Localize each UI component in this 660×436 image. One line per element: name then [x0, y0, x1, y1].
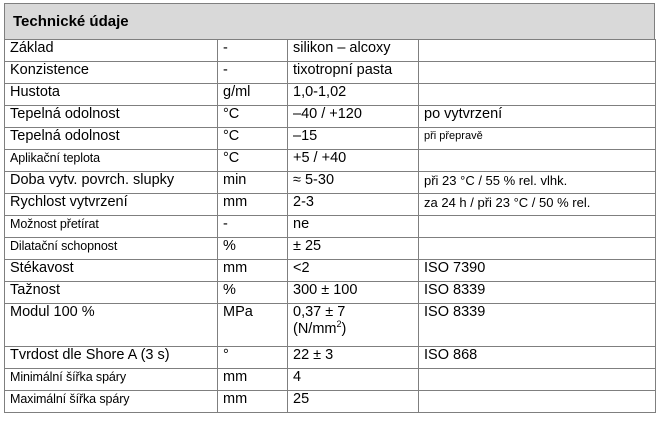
param-cell: Tvrdost dle Shore A (3 s) — [5, 347, 218, 369]
value-cell: –40 / +120 — [288, 106, 419, 128]
note-cell: ISO 868 — [419, 347, 656, 369]
table-row — [5, 106, 656, 128]
param-cell: Hustota — [5, 84, 218, 106]
note-cell — [419, 40, 656, 62]
table-row — [5, 347, 656, 369]
value-cell: 300 ± 100 — [288, 282, 419, 304]
unit-cell: mm — [218, 194, 288, 216]
unit-cell: mm — [218, 391, 288, 413]
value-cell: silikon – alcoxy — [288, 40, 419, 62]
unit-cell: mm — [218, 260, 288, 282]
note-cell — [419, 391, 656, 413]
unit-cell: - — [218, 62, 288, 84]
param-cell: Tepelná odolnost — [5, 128, 218, 150]
table-row — [5, 260, 656, 282]
value-cell: <2 — [288, 260, 419, 282]
value-cell: ne — [288, 216, 419, 238]
note-cell: při 23 °C / 55 % rel. vlhk. — [419, 172, 656, 194]
value-cell: ≈ 5-30 — [288, 172, 419, 194]
value-line-2 — [293, 321, 418, 338]
note-cell — [419, 238, 656, 260]
unit-cell: °C — [218, 128, 288, 150]
value-cell: 1,0-1,02 — [288, 84, 419, 106]
param-cell: Rychlost vytvrzení — [5, 194, 218, 216]
unit-cell: - — [218, 216, 288, 238]
table-row — [5, 391, 656, 413]
value-cell: 2-3 — [288, 194, 419, 216]
unit-cell: % — [218, 238, 288, 260]
param-cell: Modul 100 % — [5, 304, 218, 347]
note-cell: ISO 7390 — [419, 260, 656, 282]
unit-cell: °C — [218, 150, 288, 172]
unit-cell: MPa — [218, 304, 288, 347]
note-cell: ISO 8339 — [419, 282, 656, 304]
unit-cell: °C — [218, 106, 288, 128]
table-row — [5, 194, 656, 216]
unit-cell: min — [218, 172, 288, 194]
param-cell: Doba vytv. povrch. slupky — [5, 172, 218, 194]
note-cell — [419, 369, 656, 391]
unit-text: (N/mm — [293, 321, 337, 337]
unit-cell: - — [218, 40, 288, 62]
value-cell: tixotropní pasta — [288, 62, 419, 84]
param-cell: Stékavost — [5, 260, 218, 282]
param-cell: Základ — [5, 40, 218, 62]
note-cell: za 24 h / při 23 °C / 50 % rel. — [419, 194, 656, 216]
note-cell: po vytvrzení — [419, 106, 656, 128]
superscript: 2 — [336, 319, 342, 330]
param-cell: Konzistence — [5, 62, 218, 84]
unit-cell: g/ml — [218, 84, 288, 106]
note-cell — [419, 62, 656, 84]
technical-data-table-wrapper — [4, 3, 655, 413]
unit-text-end: ) — [341, 321, 347, 337]
note-cell — [419, 150, 656, 172]
technical-data-table — [4, 39, 656, 413]
unit-cell: mm — [218, 369, 288, 391]
table-row — [5, 172, 656, 194]
table-row — [5, 84, 656, 106]
param-cell: Aplikační teplota — [5, 150, 218, 172]
param-cell: Tepelná odolnost — [5, 106, 218, 128]
unit-cell: % — [218, 282, 288, 304]
value-cell: ± 25 — [288, 238, 419, 260]
value-cell: 22 ± 3 — [288, 347, 419, 369]
value-cell: 25 — [288, 391, 419, 413]
note-cell: při přepravě — [419, 128, 656, 150]
param-cell: Dilatační schopnost — [5, 238, 218, 260]
value-cell: –15 — [288, 128, 419, 150]
param-cell: Maximální šířka spáry — [5, 391, 218, 413]
table-row — [5, 282, 656, 304]
value-line-1: 0,37 ± 7 — [293, 304, 346, 320]
table-title: Technické údaje — [4, 3, 655, 39]
param-cell: Minimální šířka spáry — [5, 369, 218, 391]
table-row — [5, 40, 656, 62]
table-row — [5, 304, 656, 347]
table-row — [5, 128, 656, 150]
note-cell: ISO 8339 — [419, 304, 656, 347]
note-cell — [419, 216, 656, 238]
value-cell: +5 / +40 — [288, 150, 419, 172]
unit-cell: ° — [218, 347, 288, 369]
table-row — [5, 150, 656, 172]
table-row — [5, 238, 656, 260]
table-row — [5, 62, 656, 84]
table-row — [5, 216, 656, 238]
value-cell: 4 — [288, 369, 419, 391]
param-cell: Tažnost — [5, 282, 218, 304]
note-cell — [419, 84, 656, 106]
param-cell: Možnost přetírat — [5, 216, 218, 238]
value-cell — [288, 304, 419, 347]
table-row — [5, 369, 656, 391]
